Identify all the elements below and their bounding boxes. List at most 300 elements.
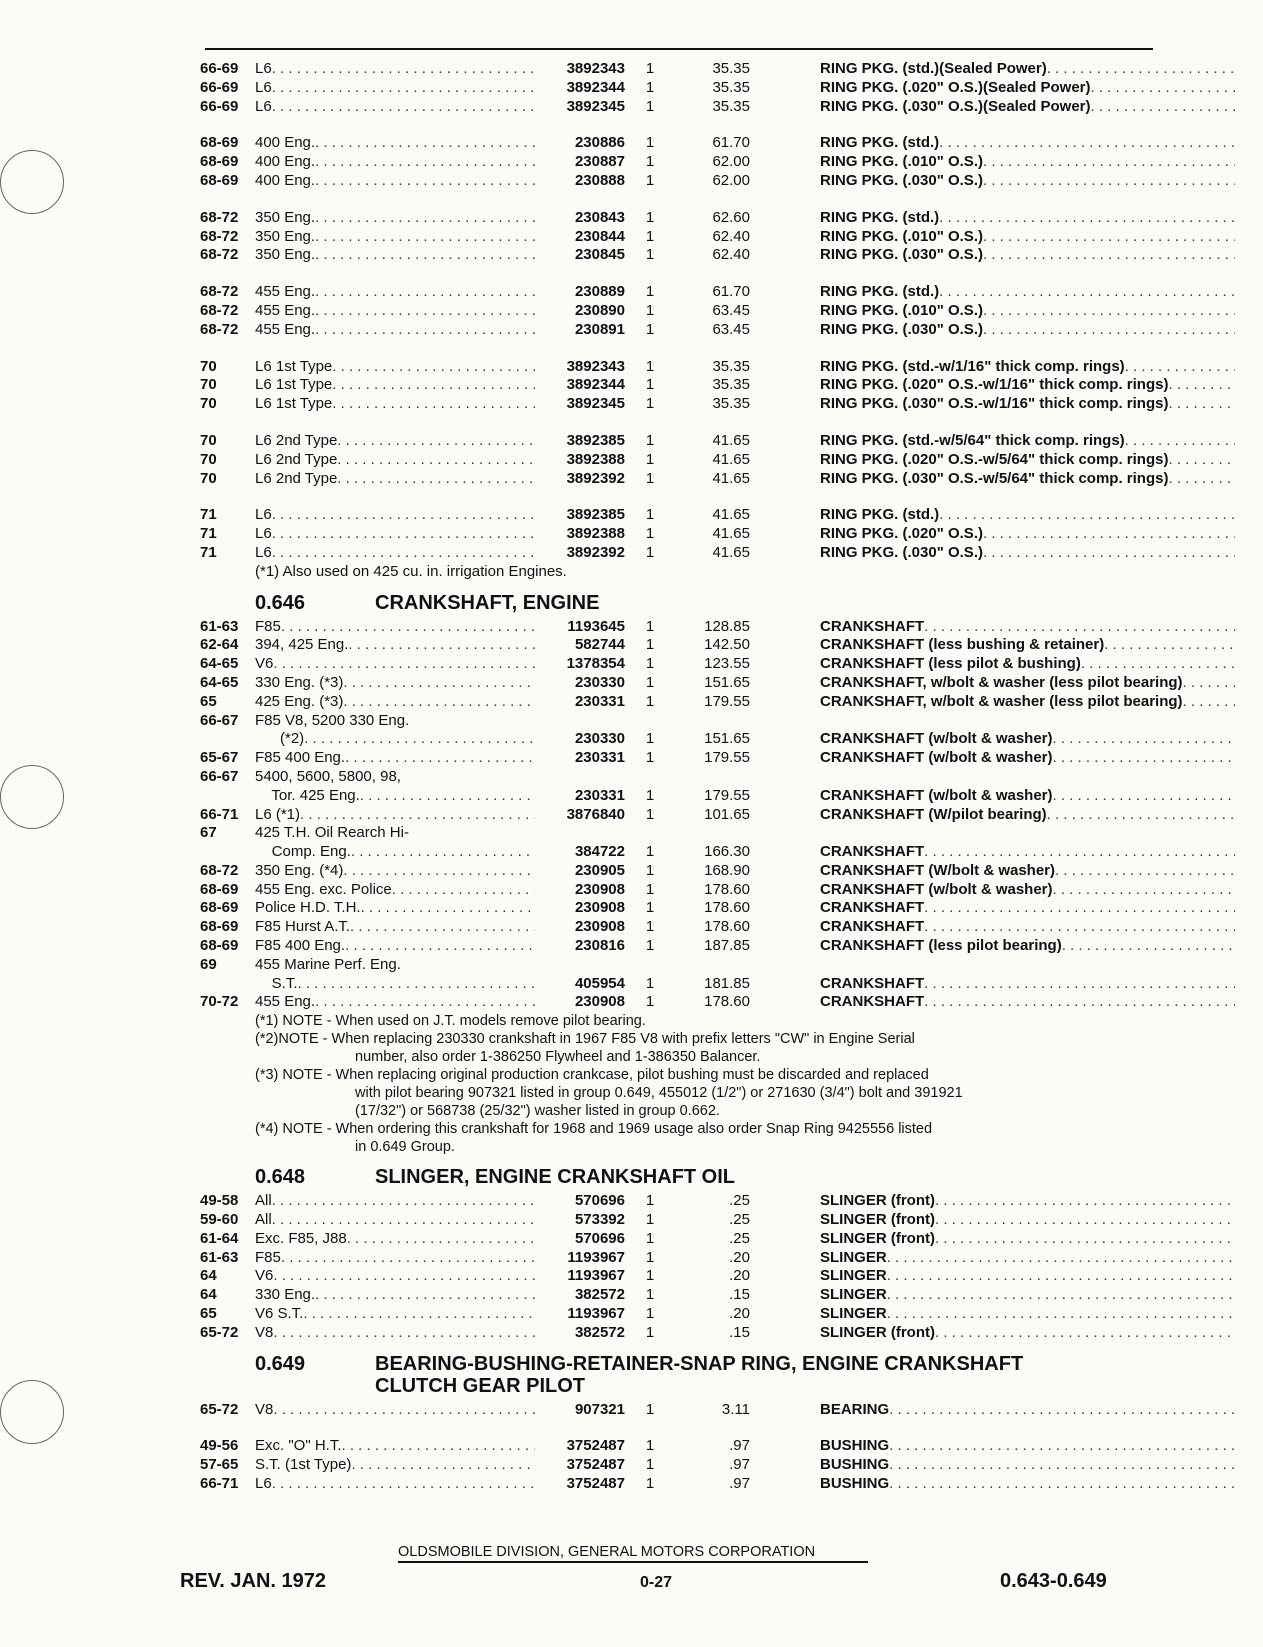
model-cell (255, 655, 535, 674)
description-cell (820, 1437, 1235, 1456)
model-cell (255, 172, 535, 191)
description-cell (820, 358, 1235, 377)
dot-leader (315, 228, 535, 247)
description-cell (820, 60, 1235, 79)
description-text: RING PKG. (std.)(Sealed Power) (820, 60, 1047, 77)
section-number: 0.646 (255, 591, 306, 614)
model-text: Comp. Eng. (255, 843, 351, 861)
model-text: L6 1st Type (255, 395, 333, 413)
part-qualifier: (less bushing & retainer) (924, 636, 1105, 654)
quantity-cell: 1 (645, 376, 655, 394)
part-number-cell: 230330 (574, 730, 625, 748)
price-cell: 142.50 (704, 636, 750, 654)
model-text: V6 S.T. (255, 1305, 304, 1323)
model-cell (255, 1305, 535, 1324)
model-cell (255, 1230, 535, 1249)
dot-leader (272, 1475, 535, 1494)
year-cell: 68-69 (200, 937, 239, 955)
dot-leader (1168, 470, 1235, 489)
description-cell (820, 79, 1235, 98)
part-number-cell: 230888 (574, 171, 625, 189)
model-text: (*2) (255, 730, 305, 748)
part-qualifier: (w/bolt & washer) (924, 749, 1053, 767)
slinger-rows (200, 1192, 1160, 1342)
table-row (200, 730, 1160, 749)
part-number-cell: 573392 (574, 1211, 625, 1229)
part-name: SLINGER (820, 1323, 887, 1341)
year-cell: 61-63 (200, 1248, 239, 1266)
table-row (200, 1230, 1160, 1249)
part-number-cell: 3892343 (566, 357, 625, 375)
part-qualifier: (W/pilot bearing) (924, 805, 1047, 823)
table-row (200, 1267, 1160, 1286)
binder-hole-3 (0, 1380, 64, 1444)
model-text: 5400, 5600, 5800, 98, (255, 767, 401, 785)
group-range: 0.643-0.649 (1000, 1570, 1107, 1592)
model-text: All (255, 1192, 272, 1210)
dot-leader (939, 209, 1235, 228)
price-cell: 63.45 (712, 301, 750, 319)
dot-leader (887, 1249, 1235, 1268)
description-cell (820, 470, 1235, 489)
model-text: L6 (255, 1475, 272, 1493)
quantity-cell: 1 (645, 97, 655, 115)
description-cell (820, 937, 1235, 956)
year-cell: 65-72 (200, 1323, 239, 1341)
part-number-cell: 230331 (574, 786, 625, 804)
model-cell (255, 956, 535, 975)
description-text: RING PKG. (.030" O.S.) (820, 246, 983, 264)
description-text: RING PKG. (.030" O.S.-w/1/16" thick comp. rings) (820, 395, 1169, 413)
year-cell: 67 (200, 824, 217, 842)
quantity-cell: 1 (645, 786, 655, 804)
part-number-cell: 3892344 (566, 376, 625, 394)
price-cell: 62.40 (712, 246, 750, 264)
part-number-cell: 230843 (574, 208, 625, 226)
year-cell: 65-72 (200, 1400, 239, 1418)
model-cell (255, 824, 535, 843)
part-qualifier: (front) (886, 1229, 935, 1247)
part-name: CRANKSHAFT, (820, 673, 927, 691)
part-number-cell: 230908 (574, 993, 625, 1011)
year-cell: 71 (200, 543, 217, 561)
section-header-0649 (200, 1353, 1160, 1397)
dot-leader (983, 228, 1235, 247)
quantity-cell: 1 (645, 543, 655, 561)
price-cell: 35.35 (712, 78, 750, 96)
part-number-cell: 1193967 (567, 1305, 625, 1323)
description-cell (820, 98, 1235, 117)
year-cell: 68-69 (200, 134, 239, 152)
footer-rule (398, 1561, 868, 1563)
dot-leader (273, 1401, 535, 1420)
table-row (200, 1211, 1160, 1230)
model-text: Exc. F85, J88 (255, 1229, 347, 1247)
dot-leader (1183, 693, 1235, 712)
table-row (200, 768, 1160, 787)
dot-leader (983, 172, 1235, 191)
description-text: RING PKG. (.020" O.S.-w/5/64" thick comp. rings) (820, 450, 1169, 468)
description-cell (820, 228, 1235, 247)
description-text: RING PKG. (.030" O.S.-w/5/64" thick comp. rings) (820, 469, 1169, 487)
price-cell: 62.00 (712, 171, 750, 189)
part-number-cell: 230331 (574, 692, 625, 710)
dot-leader (924, 843, 1235, 862)
dot-leader (272, 1211, 535, 1230)
quantity-cell: 1 (645, 673, 655, 691)
table-row (200, 655, 1160, 674)
model-cell (255, 525, 535, 544)
model-text: S.T. (1st Type) (255, 1456, 352, 1474)
model-text: F85 Hurst A.T. (255, 918, 351, 936)
part-number-cell: 1378354 (566, 655, 625, 673)
part-number-cell: 570696 (574, 1192, 625, 1210)
quantity-cell: 1 (645, 320, 655, 338)
quantity-cell: 1 (645, 1437, 655, 1455)
quantity-cell: 1 (645, 1305, 655, 1323)
dot-leader (273, 1324, 535, 1343)
model-cell (255, 693, 535, 712)
year-cell: 65-67 (200, 749, 239, 767)
model-text: 350 Eng. (*4) (255, 861, 344, 879)
section-title: SLINGER, ENGINE CRANKSHAFT OIL (375, 1166, 736, 1189)
price-cell: 179.55 (704, 692, 750, 710)
quantity-cell: 1 (645, 525, 655, 543)
price-cell: 41.65 (712, 469, 750, 487)
ring-note: (*1) Also used on 425 cu. in. irrigation Engines. (255, 562, 567, 580)
dot-leader (332, 358, 535, 377)
quantity-cell: 1 (645, 506, 655, 524)
dot-leader (315, 321, 535, 340)
dot-leader (1091, 98, 1235, 117)
year-cell: 49-58 (200, 1192, 239, 1210)
table-row (200, 98, 1160, 117)
table-row (200, 1437, 1160, 1456)
dot-leader (350, 918, 535, 937)
part-number-cell: 230330 (574, 673, 625, 691)
price-cell: 166.30 (704, 843, 750, 861)
model-text: L6 (*1) (255, 805, 301, 823)
dot-leader (1183, 674, 1235, 693)
year-cell: 69 (200, 955, 217, 973)
dot-leader (315, 302, 535, 321)
part-number-cell: 907321 (574, 1400, 625, 1418)
model-cell (255, 1324, 535, 1343)
table-row (200, 60, 1160, 79)
dot-leader (360, 787, 535, 806)
part-number-cell: 230886 (574, 134, 625, 152)
part-number-cell: 3892385 (566, 506, 625, 524)
ring-package-rows (200, 60, 1169, 563)
year-cell: 66-69 (200, 97, 239, 115)
model-cell (255, 918, 535, 937)
quantity-cell: 1 (645, 78, 655, 96)
quantity-cell: 1 (645, 301, 655, 319)
year-cell: 68-69 (200, 899, 239, 917)
part-number-cell: 230890 (574, 301, 625, 319)
part-qualifier: (W/bolt & washer) (924, 861, 1056, 879)
model-cell (255, 451, 535, 470)
dot-leader (1047, 806, 1235, 825)
price-cell: .20 (729, 1267, 750, 1285)
dot-leader (1104, 636, 1235, 655)
model-text: S.T. (255, 974, 298, 992)
table-row (200, 172, 1160, 191)
model-cell (255, 806, 535, 825)
model-text: 455 Eng. (255, 320, 316, 338)
description-cell (820, 432, 1235, 451)
price-cell: 35.35 (712, 60, 750, 77)
description-text: RING PKG. (std.-w/5/64" thick comp. rings) (820, 431, 1125, 449)
part-qualifier: (front) (886, 1323, 935, 1341)
model-text: V8 (255, 1323, 274, 1341)
part-name: CRANKSHAFT (820, 937, 925, 955)
footnote (200, 1066, 1160, 1120)
model-cell (255, 283, 535, 302)
model-text: F85 (255, 1248, 281, 1266)
description-cell (820, 1267, 1235, 1286)
description-cell (820, 172, 1235, 191)
dot-leader (1055, 862, 1235, 881)
model-text: 455 Eng. (255, 993, 316, 1011)
dot-leader (337, 470, 535, 489)
description-cell (820, 674, 1235, 693)
description-text: RING PKG. (.010" O.S.) (820, 153, 983, 171)
crankshaft-notes (200, 1012, 1160, 1156)
table-row (200, 302, 1160, 321)
quantity-cell: 1 (645, 749, 655, 767)
dot-leader (345, 749, 535, 768)
description-cell (820, 655, 1235, 674)
dot-leader (924, 899, 1235, 918)
description-cell (820, 395, 1235, 414)
description-cell (820, 693, 1235, 712)
year-cell: 71 (200, 525, 217, 543)
year-cell: 64 (200, 1286, 217, 1304)
table-row (200, 358, 1160, 377)
table-row (200, 79, 1160, 98)
model-cell (255, 843, 535, 862)
part-number-cell: 3892388 (566, 450, 625, 468)
model-text: 350 Eng. (255, 246, 316, 264)
dot-leader (1062, 937, 1235, 956)
description-cell (820, 1230, 1235, 1249)
table-row (200, 228, 1160, 247)
dot-leader (272, 1192, 535, 1211)
part-name: CRANKSHAFT (820, 730, 925, 748)
dot-leader (272, 60, 535, 79)
part-number-cell: 3892388 (566, 525, 625, 543)
model-cell (255, 768, 535, 787)
description-text: RING PKG. (std.) (820, 134, 940, 152)
model-cell (255, 881, 535, 900)
parts-list (200, 60, 1183, 1494)
price-cell: 123.55 (704, 655, 750, 673)
table-row (200, 843, 1160, 862)
dot-leader (332, 395, 535, 414)
model-text: 425 T.H. Oil Rearch Hi- (255, 824, 409, 842)
dot-leader (273, 1267, 535, 1286)
part-number-cell: 382572 (574, 1286, 625, 1304)
year-cell: 68-72 (200, 861, 239, 879)
part-qualifier: (front) (886, 1211, 935, 1229)
model-text: L6 (255, 60, 272, 77)
price-cell: .97 (729, 1437, 750, 1455)
part-number-cell: 570696 (574, 1229, 625, 1247)
part-qualifier: (w/bolt & washer) (924, 880, 1053, 898)
description-cell (820, 1305, 1235, 1324)
part-name: SLINGER (820, 1229, 887, 1247)
quantity-cell: 1 (645, 1286, 655, 1304)
description-cell (820, 134, 1235, 153)
price-cell: 62.60 (712, 208, 750, 226)
footnote-text: (*1) NOTE - When used on J.T. models remove pilot bearing. (255, 1013, 646, 1030)
description-cell (820, 153, 1235, 172)
model-cell (255, 79, 535, 98)
dot-leader (889, 1401, 1235, 1420)
part-number-cell: 230845 (574, 246, 625, 264)
model-cell (255, 636, 535, 655)
dot-leader (1168, 451, 1235, 470)
table-row (200, 636, 1160, 655)
description-text: RING PKG. (std.) (820, 506, 940, 524)
year-cell: 61-63 (200, 617, 239, 635)
quantity-cell: 1 (645, 469, 655, 487)
description-cell (820, 787, 1235, 806)
part-number-cell: 3892343 (566, 60, 625, 77)
part-number-cell: 382572 (574, 1323, 625, 1341)
year-cell: 62-64 (200, 636, 239, 654)
model-cell (255, 321, 535, 340)
part-name: SLINGER (820, 1248, 887, 1266)
table-row (200, 787, 1160, 806)
part-name: SLINGER (820, 1286, 887, 1304)
quantity-cell: 1 (645, 937, 655, 955)
table-row (200, 1192, 1160, 1211)
year-cell: 61-64 (200, 1229, 239, 1247)
description-text: RING PKG. (.010" O.S.) (820, 301, 983, 319)
footnote-text: (*4) NOTE - When ordering this crankshaft for 1968 and 1969 usage also order Snap Ring 9425556 listed (255, 1121, 933, 1138)
price-cell: .20 (729, 1248, 750, 1266)
part-name: SLINGER (820, 1305, 887, 1323)
model-cell (255, 975, 535, 994)
dot-leader (272, 79, 535, 98)
price-cell: 168.90 (704, 861, 750, 879)
table-row (200, 824, 1160, 843)
part-qualifier: (less pilot bearing) (924, 937, 1062, 955)
model-text: 455 Eng. (255, 283, 316, 301)
price-cell: 61.70 (712, 283, 750, 301)
model-cell (255, 1192, 535, 1211)
year-cell: 64 (200, 1267, 217, 1285)
model-cell (255, 993, 535, 1012)
part-number-cell: 230908 (574, 880, 625, 898)
table-row (200, 283, 1160, 302)
table-row (200, 469, 1169, 489)
section-title: BEARING-BUSHING-RETAINER-SNAP RING, ENGINE CRANKSHAFT CLUTCH GEAR PILOT (375, 1352, 1024, 1397)
price-cell: 62.40 (712, 227, 750, 245)
year-cell: 68-72 (200, 246, 239, 264)
dot-leader (1053, 787, 1235, 806)
table-row (200, 376, 1169, 395)
part-qualifier: (w/bolt & washer) (924, 786, 1053, 804)
table-row (200, 246, 1160, 265)
model-text: V6 (255, 655, 274, 673)
part-name: CRANKSHAFT (820, 918, 925, 936)
price-cell: .25 (729, 1211, 750, 1229)
table-row (200, 209, 1160, 228)
description-cell (820, 993, 1235, 1012)
dot-leader (983, 525, 1235, 544)
description-cell (820, 544, 1235, 563)
dot-leader (343, 674, 535, 693)
year-cell: 59-60 (200, 1211, 239, 1229)
table-row (200, 1401, 1160, 1420)
description-cell (820, 1475, 1235, 1494)
dot-leader (303, 1305, 535, 1324)
model-text: 455 Eng. exc. Police (255, 880, 392, 898)
year-cell: 66-67 (200, 711, 239, 729)
year-cell: 70 (200, 450, 217, 468)
model-text: 400 Eng. (255, 134, 316, 152)
price-cell: 178.60 (704, 899, 750, 917)
description-cell (820, 618, 1235, 637)
table-row (200, 134, 1160, 153)
model-text: F85 V8, 5200 330 Eng. (255, 711, 410, 729)
section-header-0646 (200, 592, 1160, 614)
model-text: V8 (255, 1400, 274, 1418)
dot-leader (935, 1192, 1235, 1211)
table-row (200, 544, 1160, 563)
price-cell: 151.65 (704, 673, 750, 691)
dot-leader (351, 1456, 535, 1475)
part-number-cell: 3892392 (566, 469, 625, 487)
part-number-cell: 3876840 (566, 805, 625, 823)
table-row (200, 918, 1160, 937)
price-cell: .97 (729, 1456, 750, 1474)
part-name: CRANKSHAFT (820, 805, 925, 823)
model-cell (255, 544, 535, 563)
description-text: RING PKG. (.030" O.S.) (820, 320, 983, 338)
year-cell: 68-69 (200, 918, 239, 936)
dot-leader (1047, 60, 1235, 79)
part-name: SLINGER (820, 1192, 887, 1210)
part-qualifier: (less pilot & bushing) (924, 655, 1081, 673)
quantity-cell: 1 (645, 655, 655, 673)
part-number-cell: 230891 (574, 320, 625, 338)
part-qualifier: w/bolt & washer (less pilot bearing) (926, 692, 1183, 710)
year-cell: 68-72 (200, 208, 239, 226)
description-cell (820, 321, 1235, 340)
dot-leader (889, 1475, 1235, 1494)
year-cell: 49-56 (200, 1437, 239, 1455)
dot-leader (281, 618, 535, 637)
quantity-cell: 1 (645, 918, 655, 936)
dot-leader (337, 432, 535, 451)
model-cell (255, 730, 535, 749)
part-name: BUSHING (820, 1475, 890, 1493)
quantity-cell: 1 (645, 899, 655, 917)
price-cell: 63.45 (712, 320, 750, 338)
description-cell (820, 506, 1235, 525)
table-row (200, 937, 1160, 956)
model-text: L6 (255, 78, 272, 96)
model-text: Police H.D. T.H. (255, 899, 361, 917)
model-text: F85 (255, 617, 281, 635)
year-cell: 70-72 (200, 993, 239, 1011)
table-row (200, 1475, 1160, 1494)
dot-leader (924, 918, 1235, 937)
